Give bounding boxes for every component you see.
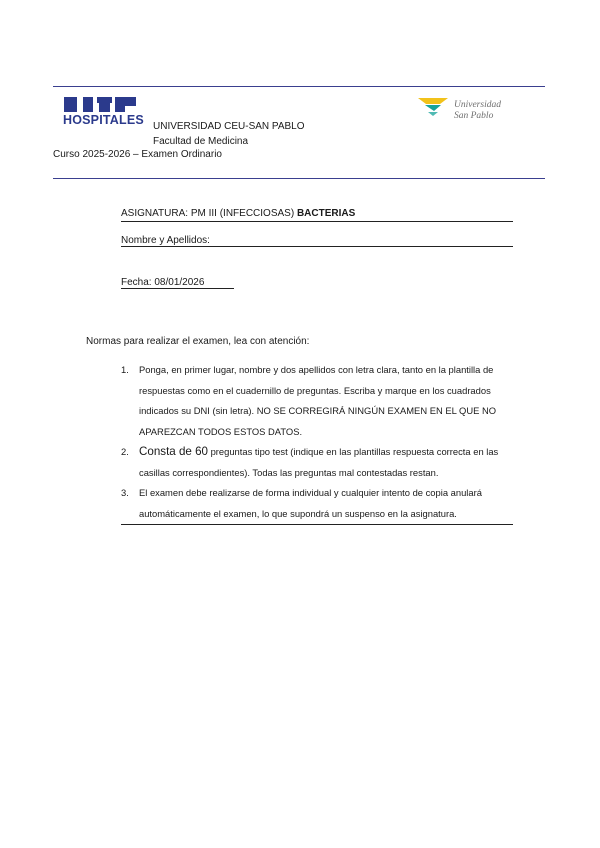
name-label: Nombre y Apellidos: <box>121 235 210 246</box>
faculty-name: Facultad de Medicina <box>153 136 249 147</box>
rule-item <box>121 360 513 442</box>
rule-number: 1. <box>121 364 129 375</box>
rule-text: preguntas tipo test (indique en las plantillas respuesta correcta en las casillas correspondientes). Todas las preguntas mal contestadas restan. <box>139 446 499 478</box>
rules-bottom-rule <box>121 524 513 525</box>
rule-item <box>121 442 513 483</box>
rule-item <box>121 483 513 524</box>
hm-hospitales-logo <box>63 97 144 127</box>
university-logo-line1: Universidad <box>454 100 501 110</box>
rule-number: 3. <box>121 487 129 498</box>
header-bottom-rule <box>53 178 545 179</box>
rule-number: 2. <box>121 446 129 457</box>
date-label: Fecha: 08/01/2026 <box>121 277 205 288</box>
date-field <box>121 277 234 289</box>
rule-text: El examen debe realizarse de forma individual y cualquier intento de copia anulará automáticamente el examen, lo que supondrá un suspenso en la asignatura. <box>139 487 482 519</box>
university-emblem-icon <box>418 96 450 120</box>
subject-prefix: ASIGNATURA: PM III (INFECCIOSAS) <box>121 208 295 219</box>
header-top-rule <box>53 86 545 87</box>
subject-field <box>121 208 513 222</box>
course-info: Curso 2025-2026 – Examen Ordinario <box>53 149 222 160</box>
subject-name: BACTERIAS <box>296 208 356 219</box>
hm-logo-mark <box>63 97 137 112</box>
rule-text: Ponga, en primer lugar, nombre y dos apellidos con letra clara, tanto en la plantilla de respuestas como en el cuadernillo de preguntas. Escriba y marque en los cuadrados indicados su DNI (sin letra). NO SE CORREGIRÁ NINGÚN EXAMEN EN EL QUE NO APAREZCAN TODOS ESTOS DATOS. <box>139 364 497 437</box>
university-logo-text <box>454 100 501 122</box>
university-logo-line2: San Pablo <box>454 111 494 121</box>
hm-logo-text: HOSPITALES <box>63 113 144 127</box>
rules-intro: Normas para realizar el examen, lea con atención: <box>86 336 310 347</box>
rule-lead: Consta de 60 <box>139 445 208 458</box>
rules-list <box>121 360 513 524</box>
name-field[interactable] <box>121 235 513 247</box>
universidad-san-pablo-logo <box>418 96 518 126</box>
university-name: UNIVERSIDAD CEU-SAN PABLO <box>153 121 305 132</box>
